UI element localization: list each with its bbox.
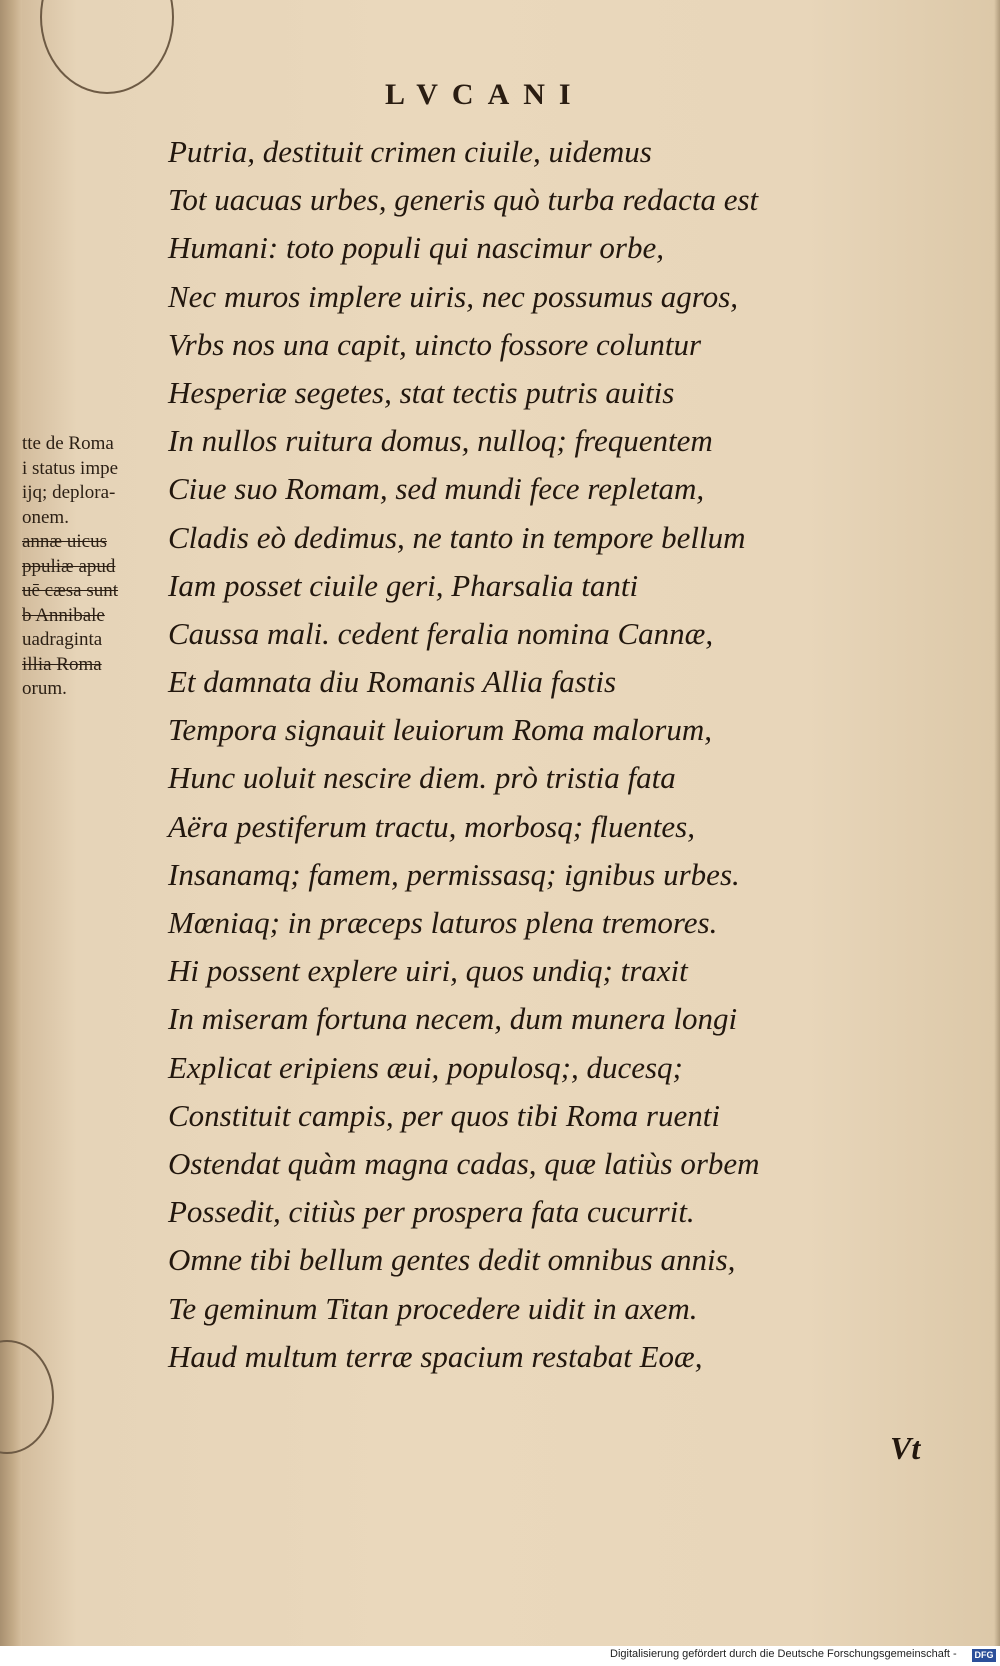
margin-note-line: uē cæsa sunt xyxy=(22,580,119,601)
verse-line: Insanamq; famem, permissasq; ignibus urbes. xyxy=(168,856,740,892)
margin-note-line: ijq; deplora- xyxy=(22,482,116,503)
verse-line: Cladis eò dedimus, ne tanto in tempore bellum xyxy=(168,519,746,555)
verse-line: Nec muros implere uiris, nec possumus agros, xyxy=(168,278,739,314)
verse-line: Tempora signauit leuiorum Roma malorum, xyxy=(168,712,712,748)
verse-line: In miseram fortuna necem, dum munera longi xyxy=(168,1001,738,1037)
verse-line: Te geminum Titan procedere uidit in axem. xyxy=(168,1290,698,1326)
dfg-logo-icon: DFG xyxy=(972,1649,996,1662)
margin-note-line: tte de Roma xyxy=(22,433,114,454)
margin-note-line: onem. xyxy=(22,506,69,528)
verse-line: Hi possent explere uiri, quos undiq; traxit xyxy=(168,953,688,989)
digitization-credit: Digitalisierung gefördert durch die Deutsche Forschungsgemeinschaft - xyxy=(610,1648,957,1660)
verse-line: Aëra pestiferum tractu, morbosq; fluentes, xyxy=(168,808,695,844)
margin-note-line: illia Roma xyxy=(22,653,102,675)
verse-line: Et damnata diu Romanis Allia fastis xyxy=(168,664,617,700)
verse-line: Hesperiæ segetes, stat tectis putris auitis xyxy=(168,374,675,410)
verse-line: Iam posset ciuile geri, Pharsalia tanti xyxy=(168,567,639,603)
verse-line: Hunc uoluit nescire diem. prò tristia fata xyxy=(168,760,676,796)
margin-note-line: b Annibale xyxy=(22,604,105,626)
verse-line: In nullos ruitura domus, nulloq; frequentem xyxy=(168,423,713,459)
margin-note-line: uadraginta xyxy=(22,629,103,650)
verse-line: Haud multum terræ spacium restabat Eoæ, xyxy=(168,1338,703,1374)
margin-note-line: orum. xyxy=(22,678,67,699)
verse-line: Vrbs nos una capit, uincto fossore coluntur xyxy=(168,326,702,362)
verse-line: Explicat eripiens æui, populosq;, ducesq; xyxy=(168,1049,683,1085)
verse-line: Caussa mali. cedent feralia nomina Cannæ, xyxy=(168,615,714,651)
verse-line: Constituit campis, per quos tibi Roma ruenti xyxy=(168,1097,720,1133)
verse-line: Humani: toto populi qui nascimur orbe, xyxy=(168,230,664,266)
verse-line: Tot uacuas urbes, generis quò turba redacta est xyxy=(168,182,759,218)
verse-line: Omne tibi bellum gentes dedit omnibus annis, xyxy=(168,1242,736,1278)
verse-line: Ostendat quàm magna cadas, quæ latiùs orbem xyxy=(168,1145,760,1181)
verse-text xyxy=(168,128,968,1381)
verse-line: Mœniaq; in præceps laturos plena tremores. xyxy=(168,905,718,940)
running-head: LVCANI xyxy=(385,78,585,111)
verse-line: Putria, destituit crimen ciuile, uidemus xyxy=(168,134,652,169)
margin-note-line: i status impe xyxy=(22,457,119,479)
verse-line: Possedit, citiùs per prospera fata cucurrit. xyxy=(168,1194,695,1230)
marginal-note xyxy=(22,432,172,702)
margin-note-line: annæ uicus xyxy=(22,531,107,552)
verse-line: Ciue suo Romam, sed mundi fece repletam, xyxy=(168,471,705,507)
catchword: Vt xyxy=(890,1430,921,1466)
margin-note-line: ppuliæ apud xyxy=(22,555,116,577)
page-edge-shadow xyxy=(994,0,1000,1646)
